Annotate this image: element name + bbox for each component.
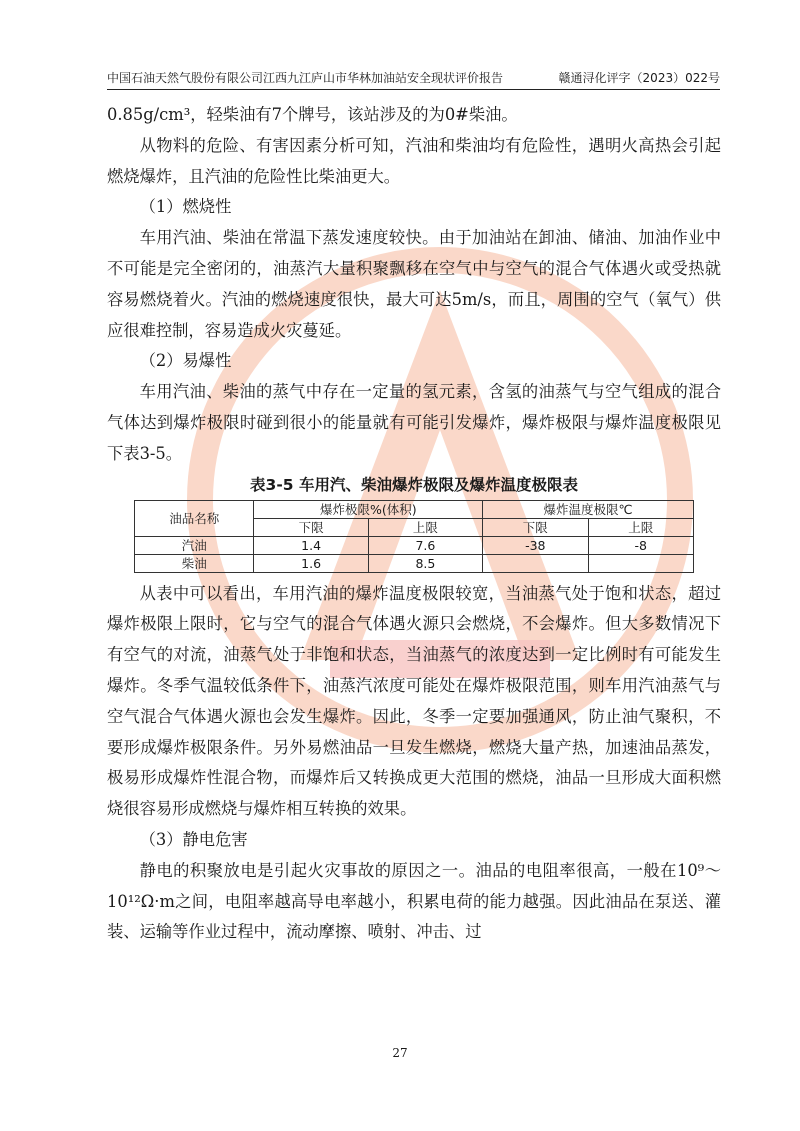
section-heading: （2）易爆性 <box>139 351 232 371</box>
cell-value <box>483 554 588 572</box>
col-group-temperature-limit: 爆炸温度极限℃ <box>483 500 694 518</box>
table-header-row <box>135 500 694 518</box>
col-header-name: 油品名称 <box>135 500 254 536</box>
cell-value <box>588 554 693 572</box>
page-header <box>107 66 720 90</box>
explosion-limit-table <box>134 500 694 573</box>
table-row <box>135 554 694 572</box>
header-report-title: 中国石油天然气股份有限公司江西九江庐山市华林加油站安全现状评价报告 <box>107 71 504 85</box>
col-header-lower: 下限 <box>483 518 588 536</box>
col-header-upper: 上限 <box>368 518 482 536</box>
paragraph: 从物料的危险、有害因素分析可知，汽油和柴油均有危险性，遇明火高热会引起燃烧爆炸，且汽油的危险性比柴油更大。 <box>107 135 721 186</box>
table-row <box>135 536 694 554</box>
col-group-explosion-limit: 爆炸极限%(体积) <box>254 500 483 518</box>
header-report-number: 赣通浔化评字（2023）022号 <box>558 71 720 85</box>
paragraph: 静电的积聚放电是引起火灾事故的原因之一。油品的电阻率很高，一般在10⁹～10¹²Ω·m之间，电阻率越高导电率越小，积累电荷的能力越强。因此油品在泵送、灌装、运输等作业过程中，流动摩擦、喷射、冲击、过 <box>107 860 721 942</box>
cell-value: -8 <box>588 536 693 554</box>
table-title: 表3-5 车用汽、柴油爆炸极限及爆炸温度极限表 <box>250 475 578 494</box>
cell-value: 8.5 <box>368 554 482 572</box>
col-header-upper: 上限 <box>588 518 693 536</box>
page-number: 27 <box>392 1046 408 1060</box>
section-heading: （1）燃烧性 <box>139 197 232 217</box>
cell-name: 柴油 <box>135 554 254 572</box>
col-header-lower: 下限 <box>254 518 368 536</box>
cell-value: 1.4 <box>254 536 368 554</box>
section-heading: （3）静电危害 <box>139 829 248 849</box>
cell-value: -38 <box>483 536 588 554</box>
paragraph: 车用汽油、柴油的蒸气中存在一定量的氢元素，含氢的油蒸气与空气组成的混合气体达到爆炸极限时碰到很小的能量就有可能引发爆炸，爆炸极限与爆炸温度极限见下表3-5。 <box>107 382 721 463</box>
cell-value: 1.6 <box>254 554 368 572</box>
paragraph: 车用汽油、柴油在常温下蒸发速度较快。由于加油站在卸油、储油、加油作业中不可能是完全密闭的，油蒸汽大量积聚飘移在空气中与空气的混合气体遇火或受热就容易燃烧着火。汽油的燃烧速度很快，最大可达5m/s，而且，周围的空气（氧气）供应很难控制，容易造成火灾蔓延。 <box>107 228 721 340</box>
cell-value: 7.6 <box>368 536 482 554</box>
document-body <box>107 100 721 948</box>
paragraph: 0.85g/cm³，轻柴油有7个牌号，该站涉及的为0#柴油。 <box>107 105 518 124</box>
paragraph: 从表中可以看出，车用汽油的爆炸温度极限较宽，当油蒸气处于饱和状态，超过爆炸极限上限时，它与空气的混合气体遇火源只会燃烧，不会爆炸。但大多数情况下有空气的对流，油蒸气处于非饱和状态，当油蒸气的浓度达到一定比例时有可能发生爆炸。冬季气温较低条件下，油蒸汽浓度可能处在爆炸极限范围，则车用汽油蒸气与空气混合气体遇火源也会发生爆炸。因此，冬季一定要加强通风，防止油气聚积，不要形成爆炸极限条件。另外易燃油品一旦发生燃烧，燃烧大量产热，加速油品蒸发，极易形成爆炸性混合物，而爆炸后又转换成更大范围的燃烧，油品一旦形成大面积燃烧很容易形成燃烧与爆炸相互转换的效果。 <box>107 583 721 819</box>
cell-name: 汽油 <box>135 536 254 554</box>
